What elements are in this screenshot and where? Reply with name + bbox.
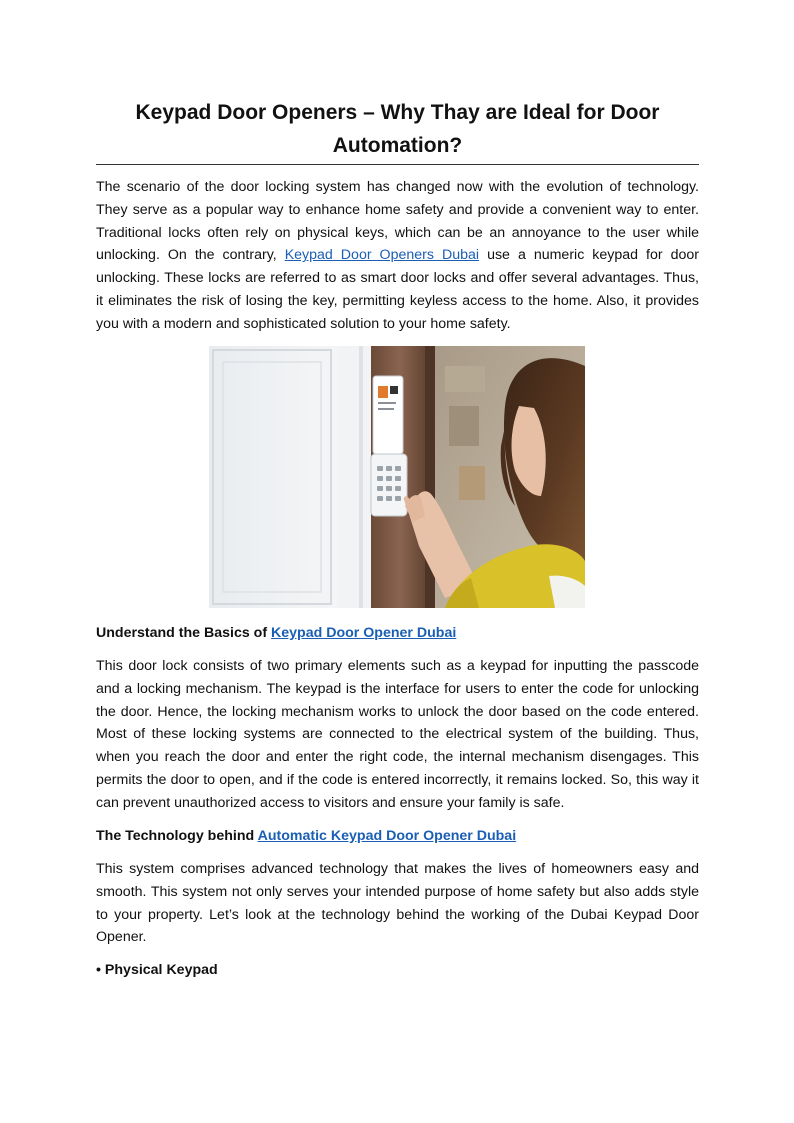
intro-text-after-link: use a numeric keypad for door unlocking. These locks are referred to as smart door locks and offer several advantages. Thus, it eliminates the risk of losing the key, permitting keyless access to the home. Also, it provides you with a modern and sophisticated solution to your home safety. xyxy=(96,247,700,332)
photo-illustration xyxy=(209,346,585,608)
section-heading-technology xyxy=(96,825,699,847)
automatic-keypad-door-opener-dubai-link[interactable]: Automatic Keypad Door Opener Dubai xyxy=(257,828,517,844)
door-frame xyxy=(337,346,371,608)
keypad-label xyxy=(378,386,388,398)
bullet-icon: • xyxy=(96,962,101,978)
intro-text-before-link: The scenario of the door locking system has changed now with the evolution of technology. They serve as a popular way to enhance home safety and provide a convenient way to enter. Traditional locks often rely on physical keys, which can be an annoyance to the user while unlocking. On the contrary, xyxy=(96,179,699,264)
section-heading-technology-prefix: The Technology behind xyxy=(96,828,258,844)
intro-paragraph xyxy=(96,176,699,336)
technology-paragraph: This system comprises advanced technology that makes the lives of homeowners easy and smooth. This system not only serves your intended purpose of home safety but also adds style to your property. Let’s look at the technology behind the working of the Dubai Keypad Door Opener. xyxy=(96,861,699,946)
stone-block xyxy=(459,466,485,500)
keypad-body xyxy=(371,454,407,516)
stone-block xyxy=(445,366,485,392)
stone-block xyxy=(449,406,479,446)
page-title: Keypad Door Openers – Why Thay are Ideal for Door Automation? xyxy=(135,101,660,157)
frame-edge xyxy=(359,346,363,608)
section-heading-basics-prefix: Understand the Basics of xyxy=(96,625,272,641)
basics-paragraph: This door lock consists of two primary elements such as a keypad for inputting the passcode and a locking mechanism. The keypad is the interface for users to enter the code for unlocking the door. Hence, the locking mechanism works to unlock the door based on the code entered. Most of these locking systems are connected to the electrical system of the building. Thus, when you reach the door and enter the right code, the internal mechanism disengages. This permits the door to open, and if the code is entered incorrectly, it remains locked. So, this way it can prevent unauthorized access to visitors and ensure your family is safe. xyxy=(96,658,699,811)
title-divider xyxy=(96,164,699,165)
bullet-heading-physical-keypad xyxy=(96,959,699,981)
keypad-label-line xyxy=(378,408,394,410)
keypad-label-line xyxy=(378,402,396,404)
keypad-door-openers-dubai-link[interactable]: Keypad Door Openers Dubai xyxy=(284,247,480,264)
keypad-qr-code xyxy=(390,386,398,394)
keypad-door-opener-dubai-link[interactable]: Keypad Door Opener Dubai xyxy=(271,625,457,641)
bullet-heading-text: Physical Keypad xyxy=(104,962,218,978)
keypad-door-opener-photo xyxy=(209,346,585,608)
section-heading-basics xyxy=(96,622,699,644)
